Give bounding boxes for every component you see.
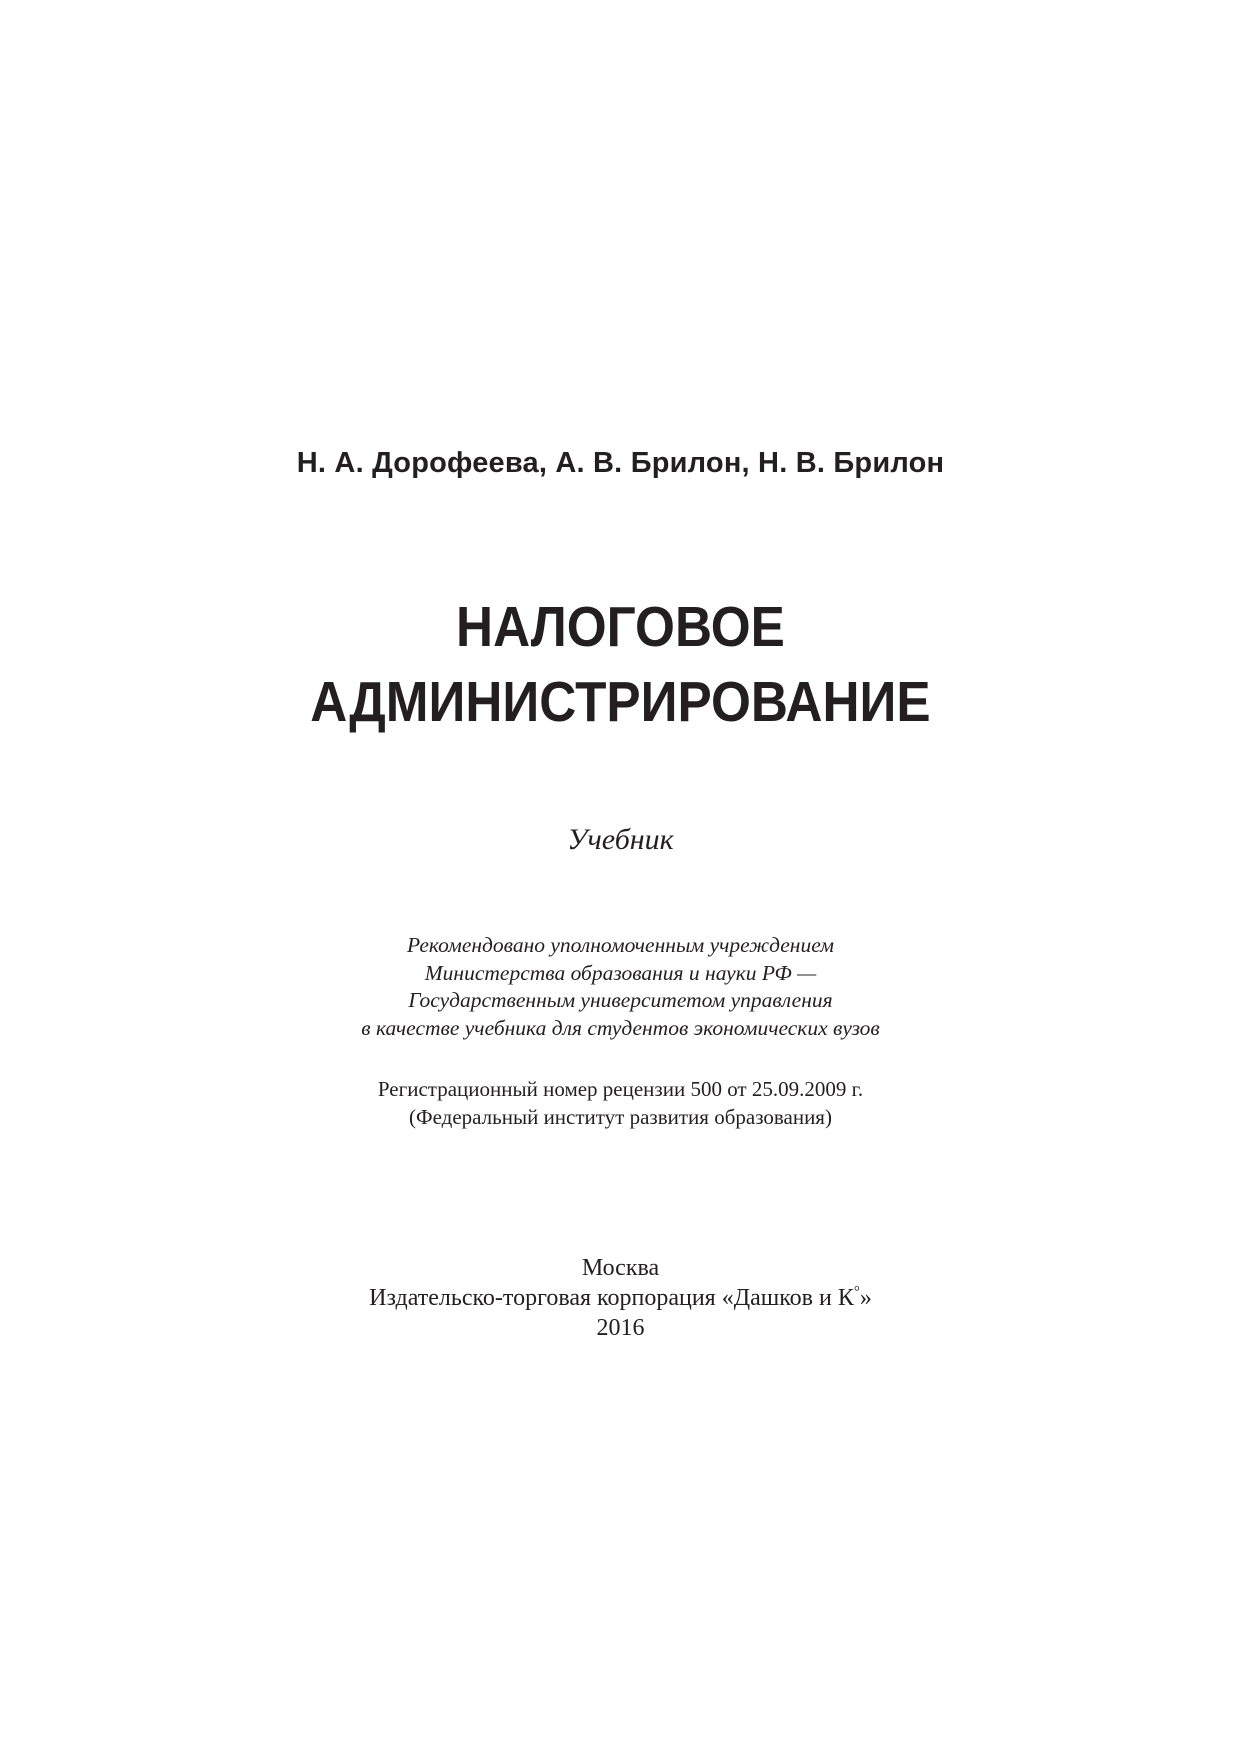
registration-line-1: Регистрационный номер рецензии 500 от 25.09.2009 г. [377, 1077, 864, 1101]
recommendation-line-3: Государственным университетом управления [408, 988, 833, 1012]
publisher-name-prefix: Издательско-торговая корпорация «Дашков и К [369, 1285, 854, 1311]
registration-line-2: (Федеральный институт развития образования) [409, 1105, 832, 1129]
book-title-line-1: НАЛОГОВОЕ [456, 595, 785, 659]
book-authors: Н. А. Дорофеева, А. В. Брилон, Н. В. Брилон [296, 447, 945, 479]
book-genre: Учебник [567, 823, 674, 856]
book-title [62, 590, 1179, 740]
book-title-line-2: АДМИНИСТРИРОВАНИЕ [310, 670, 931, 734]
publication-year: 2016 [596, 1315, 645, 1341]
publisher-block [0, 1253, 1241, 1343]
recommendation-line-2: Министерства образования и науки РФ — [424, 960, 817, 985]
publisher-city: Москва [581, 1255, 660, 1281]
publisher-name [0, 1283, 1241, 1313]
recommendation-line-1: Рекомендовано уполномоченным учреждением [407, 933, 834, 957]
registration-note [0, 1075, 1241, 1131]
publisher-name-degree-sign: ° [853, 1284, 860, 1300]
recommendation-line-4: в качестве учебника для студентов экономических вузов [361, 1015, 880, 1040]
publisher-name-suffix: » [859, 1285, 872, 1311]
recommendation-note [0, 932, 1241, 1042]
